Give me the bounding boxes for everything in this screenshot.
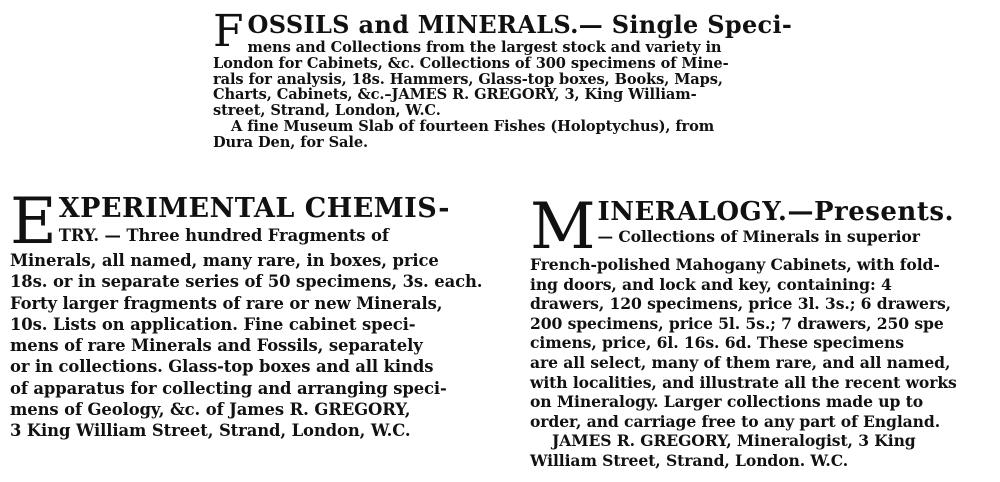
mineralogy-ad-line: cimens, price, 6l. 16s. 6d. These specimens	[530, 333, 904, 353]
fossils-ad-note-line: A fine Museum Slab of fourteen Fishes (Holoptychus), from	[231, 117, 715, 135]
chemistry-ad-line: TRY. — Three hundred Fragments of	[58, 226, 389, 245]
drop-cap-f: F	[213, 6, 244, 57]
mineralogy-ad-line: French-polished Mahogany Cabinets, with fold-	[530, 255, 940, 274]
mineralogy-ad-line: 200 specimens, price 5l. 5s.; 7 drawers, 250 spe	[530, 313, 944, 333]
mineralogy-ad-heading: INERALOGY.—Presents.	[597, 197, 955, 227]
mineralogy-ad-line: are all select, many of them rare, and all named,	[530, 352, 951, 372]
fossils-ad-line: mens and Collections from the largest stock and variety in	[247, 39, 722, 56]
mineralogy-ad-line: — Collections of Minerals in superior	[597, 227, 920, 246]
fossils-ad-body	[213, 40, 798, 151]
drop-cap-m: M	[530, 190, 596, 264]
chemistry-ad-line: or in collections. Glass-top boxes and all kinds	[10, 357, 434, 377]
chemistry-ad-line: mens of Geology, &c. of James R. GREGORY,	[10, 400, 411, 420]
fossils-ad-line: street, Strand, London, W.C.	[213, 102, 441, 120]
mineralogy-ad-line: with localities, and illustrate all the recent works	[530, 372, 957, 392]
mineralogy-ad-signature-line: JAMES R. GREGORY, Mineralogist, 3 King	[552, 431, 916, 451]
drop-cap-e: E	[10, 185, 57, 259]
chemistry-ad-heading: XPERIMENTAL CHEMIS-	[58, 193, 451, 224]
chemistry-ad-line: Minerals, all named, many rare, in boxes, price	[10, 251, 439, 270]
fossils-ad-line: London for Cabinets, &c. Collections of 300 specimens of Mine-	[213, 54, 729, 72]
mineralogy-ad-signature-line: William Street, Strand, London. W.C.	[530, 450, 849, 470]
chemistry-ad-body	[10, 225, 483, 442]
chemistry-ad-line: 18s. or in separate series of 50 specimens, 3s. each.	[10, 272, 483, 292]
chemistry-ad-line: Forty larger fragments of rare or new Minerals,	[10, 293, 443, 313]
chemistry-ad-line: of apparatus for collecting and arranging speci-	[10, 378, 447, 398]
fossils-ad-heading: OSSILS and MINERALS.— Single Speci-	[247, 10, 793, 39]
fossils-ad-note-line: Dura Den, for Sale.	[213, 133, 368, 151]
mineralogy-ad-line: on Mineralogy. Larger collections made up to	[530, 392, 924, 412]
mineralogy-ad	[530, 190, 990, 471]
fossils-minerals-ad	[213, 6, 798, 151]
fossils-ad-line: rals for analysis, 18s. Hammers, Glass-top boxes, Books, Maps,	[213, 70, 723, 88]
chemistry-ad-line: 10s. Lists on application. Fine cabinet speci-	[10, 314, 416, 334]
chemistry-ad-line: 3 King William Street, Strand, London, W.C.	[10, 421, 411, 441]
mineralogy-ad-line: ing doors, and lock and key, containing: 4	[530, 274, 892, 294]
mineralogy-ad-line: order, and carriage free to any part of England.	[530, 411, 941, 431]
mineralogy-ad-body	[530, 227, 990, 471]
mineralogy-ad-line: drawers, 120 specimens, price 3l. 3s.; 6 drawers,	[530, 294, 951, 314]
fossils-ad-line: Charts, Cabinets, &c.–JAMES R. GREGORY, 3, King William-	[213, 86, 697, 104]
experimental-chemistry-ad	[10, 185, 483, 442]
chemistry-ad-line: mens of rare Minerals and Fossils, separately	[10, 336, 423, 356]
